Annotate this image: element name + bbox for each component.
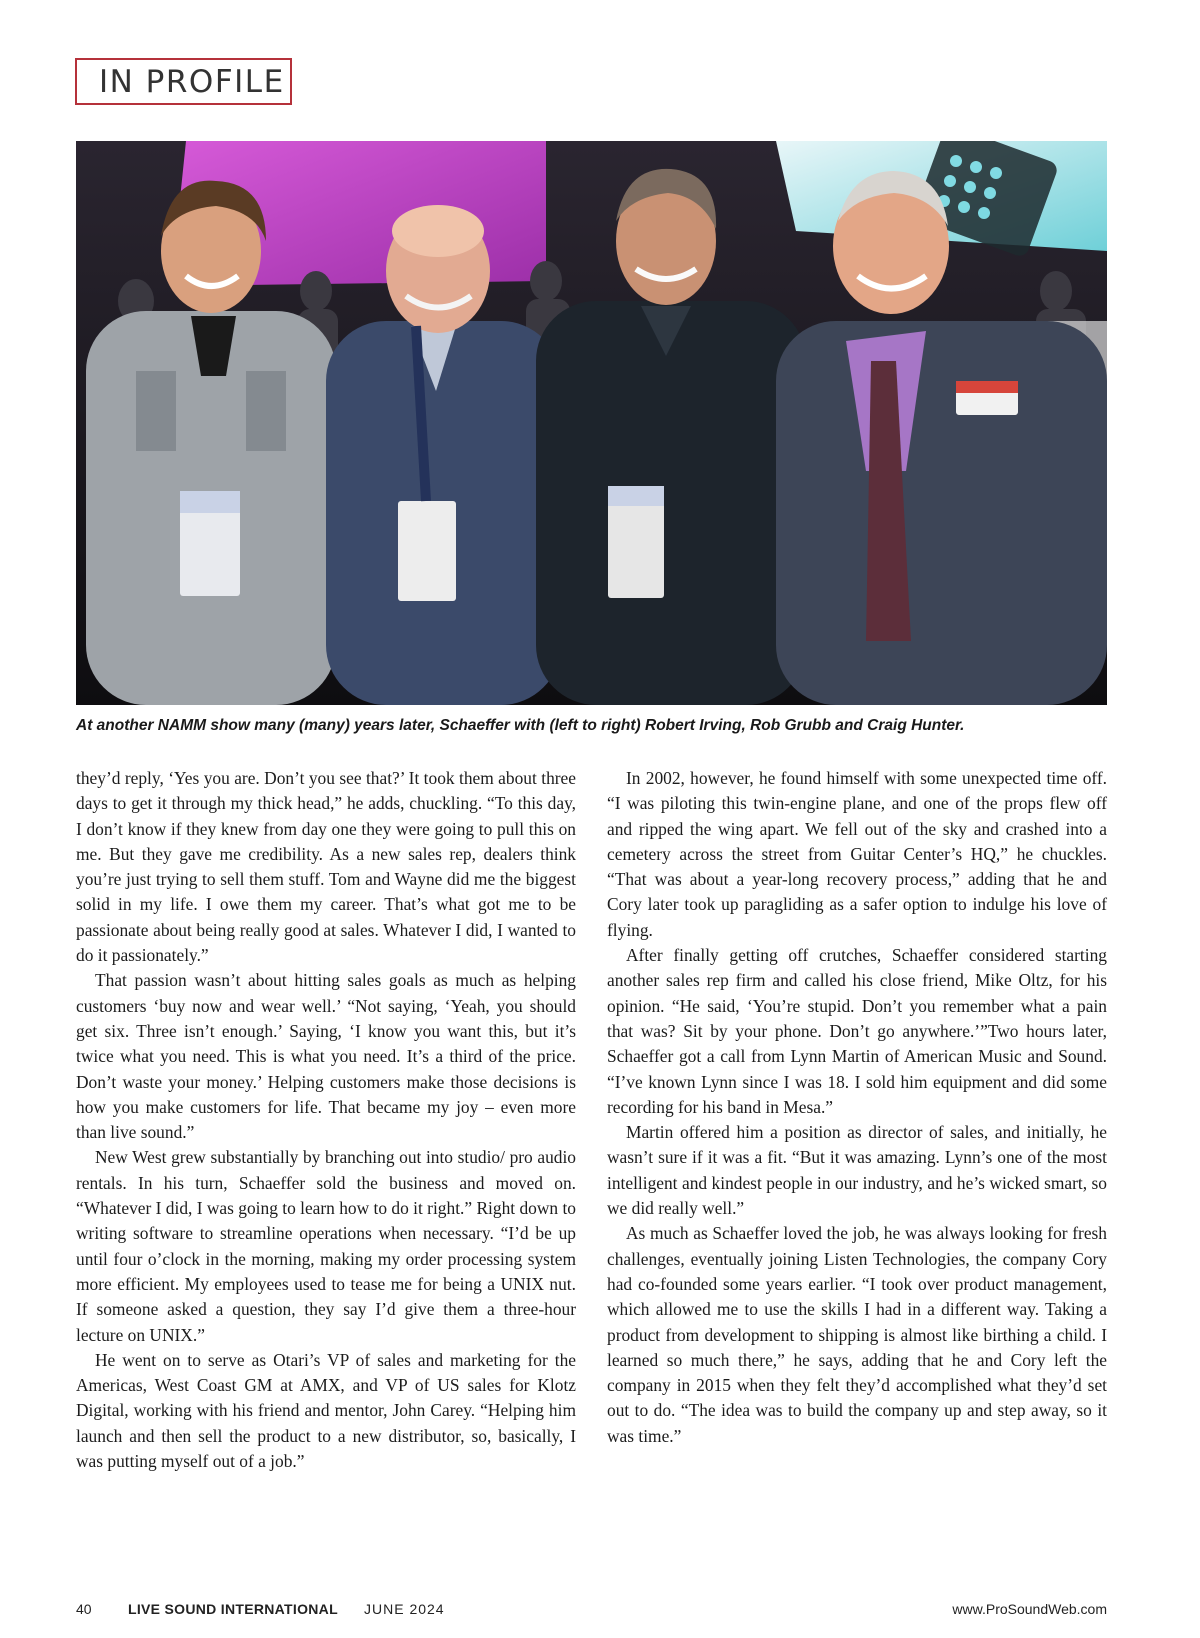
page-number: 40 — [76, 1601, 92, 1617]
article-column-right — [607, 766, 1107, 1449]
paragraph: they’d reply, ‘Yes you are. Don’t you see that?’ It took them about three days to get it through my thick head,” he adds, chuckling. “To this day, I don’t know if they knew from day one they were going to pull this on me. But they gave me credibility. As a new sales rep, dealers think you’re just trying to sell them stuff. Tom and Wayne did me the biggest solid in my life. I owe them my career. That’s what got me to be passionate about being really good at sales. Whatever I did, I wanted to do it passionately.” — [76, 768, 576, 966]
paragraph: New West grew substantially by branching out into studio/ pro audio rentals. In his turn, Schaeffer sold the business and moved on. “Whatever I did, I was going to learn how to do it right.” Right down to writing software to streamline operations when necessary. “I’d be up until four o’clock in the morning, making my order processing system more efficient. My employees used to tease me for being a UNIX nut. If someone asked a question, they say I’d give them a three-hour lecture on UNIX.” — [76, 1147, 576, 1345]
website-link[interactable]: www.ProSoundWeb.com — [952, 1601, 1107, 1617]
section-label: IN PROFILE — [75, 58, 292, 105]
article-column-left — [76, 766, 576, 1474]
paragraph: Martin offered him a position as director of sales, and initially, he wasn’t sure if it was a fit. “But it was amazing. Lynn’s one of the most intelligent and kindest people in our industry, and he’s wicked smart, so we did really well.” — [607, 1122, 1107, 1219]
group-photo — [76, 141, 1107, 705]
issue-date: JUNE 2024 — [364, 1601, 445, 1617]
paragraph: After finally getting off crutches, Schaeffer considered starting another sales rep firm and called his close friend, Mike Oltz, for his opinion. “He said, ‘You’re stupid. Don’t you remember what a pain that was? Sit by your phone. Don’t go anywhere.’”Two hours later, Schaeffer got a call from Lynn Martin of American Music and Sound. “I’ve known Lynn since I was 18. I sold him equipment and did some recording for his band in Mesa.” — [607, 945, 1107, 1117]
paragraph: As much as Schaeffer loved the job, he was always looking for fresh challenges, eventually joining Listen Technologies, the company Cory had co-founded some years earlier. “I took over product management, which allowed me to use the skills I had in a different way. Taking a product from development to shipping is almost like birthing a child. I learned so much there,” he says, adding that he and Cory left the company in 2015 when they felt they’d accomplished what they’d set out to do. “The idea was to build the company up and step away, so it was time.” — [607, 1223, 1107, 1446]
paragraph: That passion wasn’t about hitting sales goals as much as helping customers ‘buy now and wear well.’ “Not saying, ‘Yeah, you should get six. Three isn’t enough.’ Saying, ‘I know you want this, but it’s twice what you need. This is what you need. It’s a third of the price. Don’t waste your money.’ Helping customers make those decisions is how you make customers for life. That became my joy – even more than live sound.” — [76, 970, 576, 1143]
photo-caption: At another NAMM show many (many) years later, Schaeffer with (left to right) Robert Irving, Rob Grubb and Craig Hunter. — [76, 717, 965, 734]
paragraph: He went on to serve as Otari’s VP of sales and marketing for the Americas, West Coast GM at AMX, and VP of US sales for Klotz Digital, working with his friend and mentor, John Carey. “Helping him launch and then sell the product to a new distributor, so, basically, I was putting myself out of a job.” — [76, 1349, 576, 1472]
publication-name: LIVE SOUND INTERNATIONAL — [128, 1601, 338, 1617]
page-footer — [76, 1601, 1107, 1621]
paragraph: In 2002, however, he found himself with some unexpected time off. “I was piloting this twin-engine plane, and one of the props flew off and ripped the wing apart. We fell out of the sky and crashed into a cemetery across the street from Guitar Center’s HQ,” he chuckles. “That was about a year-long recovery process,” adding that he and Cory later took up paragliding as a safer option to indulge his love of flying. — [607, 768, 1107, 940]
